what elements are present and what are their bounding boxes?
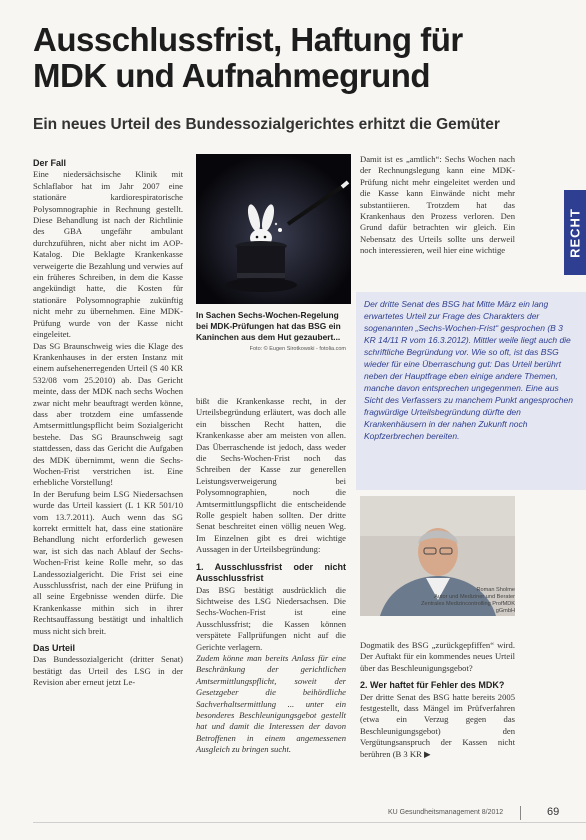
col3-paragraph-2: Dogmatik des BSG „zurückgepfiffen“ wird. Der Auftakt für ein kommendes neues Urteil über das Beschleunigungsgebot? — [360, 640, 515, 673]
magic-hat-photo — [196, 154, 351, 304]
title-line-2: MDK und Aufnahmegrund — [33, 57, 431, 94]
title-line-1: Ausschlussfrist, Haftung für — [33, 21, 463, 58]
photo-caption: In Sachen Sechs-Wochen-Regelung bei MDK-Prüfungen hat das BSG ein Kaninchen aus dem Hut gezaubert... — [196, 310, 341, 342]
intro-box — [356, 292, 586, 490]
col2-paragraph-1: bißt die Krankenkasse recht, in der Urteilsbegründung erläutert, was doch alle ein bisschen Recht hatten, die Krankenkasse aber am meisten von allen. Das Überraschende ist jedoch, dass weder die Sechs-Wochen-Frist noch das Schreiben der Kasse zur generellen Leistungsverweigerung bei Polysomnographien, noch die Amtsermittlungspflicht die entscheidende Rolle gespielt haben sollten. Der dritte Senat beschreitet einen völlig neuen Weg. Im Einzelnen gibt es drei wichtige Aussagen in der Urteilsbegründung: — [196, 396, 346, 555]
heading-ausschlussfrist: 1. Ausschlussfrist oder nicht Ausschlussfrist — [196, 561, 346, 584]
section-tab-label: RECHT — [567, 207, 583, 258]
col1-paragraph-1: Eine niedersächsische Klinik mit Schlaflabor hat im Jahr 2007 eine stationäre kardiorespiratorische Polysomnographie in Rechnung gestellt. Diese Behandlung ist nach der Richtlinie des GBA ungefähr ambulant durchzuführen, nicht aber nicht im AOP-Katalog. Die Beklagte Krankenkasse verweigerte die Bezahlung und verwies auf ein früheres Schreiben, in dem die Kasse angekündigt hatte, die Kosten für stationäre Polysomnographie zukünftig nicht mehr zu übernehmen. Eine MDK-Prüfung wurde von der Kasse nicht eingeleitet. — [33, 169, 183, 340]
column-3-top — [360, 154, 515, 257]
col1-paragraph-3: In der Berufung beim LSG Niedersachsen wurde das Urteil kassiert (L 1 KR 501/10 vom 13.7.2011). Auch wenn das SG korrekt ermittelt hat, dass eine stationäre Behandlung nicht erforderlich gewesen war, ist sich das nach Ablauf der Sechs-Wochen-Frist keine Rolle mehr, so das Landessozialgericht. Die Frist sei eine Ausschlussfrist, nach der eine Prüfung in all seine Ergebnisse wenden dürfe. Die Krankenkasse mithin sich in ihrer Rechtsauffassung bestätigt und inhaltlich muss nicht sich breit. — [33, 488, 183, 636]
col2-paragraph-2-italic: Zudem könne man bereits Anlass für eine Beschränkung der gerichtlichen Amtsermittlungspflicht, soweit der Gesetzgeber die beihördliche Sachverhaltsermittlung ... unter ein besonderes Beschleunigungsgebot gestellt hat und damit die Interessen der davon Betroffenen in einem angemessenen Ausgleich zu bringen sucht. — [196, 652, 346, 755]
footer-separator — [520, 806, 521, 820]
col2-paragraph-2: Das BSG bestätigt ausdrücklich die Sichtweise des LSG Niedersachsen. Die Sechs-Wochen-Frist ist eine Ausschlussfrist; die Kassen können verspätete Fallprüfungen nicht auf die Gerichte verlagern. — [196, 584, 346, 652]
page-number: 69 — [547, 806, 560, 818]
column-3-bottom — [360, 640, 515, 760]
col1-paragraph-4: Das Bundessozialgericht (dritter Senat) bestätigt das Urteil des LSG in der Revision aber erneut jetzt Le- — [33, 654, 183, 688]
footer-rule — [33, 822, 586, 823]
footer-magazine: KU Gesundheitsmanagement 8/2012 — [388, 809, 504, 816]
section-tab — [564, 190, 586, 275]
col3-paragraph-1: Damit ist es „amtlich“: Sechs Wochen nach der Rechnungslegung kann eine MDK-Prüfung nicht mehr eingeleitet werden und die Kasse kann Einwände nicht mehr substantiieren. Trotzdem hat das Krankenhaus den Prozess verloren. Den Grund dafür betrachten wir gleich. Ein Nebensatz des Urteils sollte uns derweil noch interessieren, weil hier eine wichtige — [360, 154, 515, 256]
author-caption — [420, 587, 515, 615]
intro-text: Der dritte Senat des BSG hat Mitte März ein lang erwartetes Urteil zur Frage des Charakters der sogenannten „Sechs-Wochen-Frist“ gesprochen (B 3 KR 14/11 R vom 16.3.2012). Mittler weile liegt auch die schriftliche Begründung vor. Wie so oft, ist das BSG wieder für eine Überraschung gut: Das Urteil berührt neben der Hauptfrage eben einige andere Themen, manche davon entsprechen ungegenmen. Eine aus Sicht des Verfassers zu manchem Punkt angesprochen fragwürdige Urteilsbegründung dürfte den Krankenhäusern in der nahen Zukunft noch Kopfzerbrechen bereiten. — [364, 299, 573, 441]
heading-der-fall: Der Fall — [33, 158, 67, 168]
heading-haftung-mdk: 2. Wer haftet für Fehler des MDK? — [360, 680, 505, 691]
col3-paragraph-3: Der dritte Senat des BSG hatte bereits 2005 festgestellt, dass Mängel im Prüfverfahren (etwa ein Verzug gegen das Beschleunigungsgebot) den Vergütungsanspruch der Kassen nicht berühren (B 3 KR ▶ — [360, 691, 515, 759]
heading-das-urteil: Das Urteil — [33, 643, 76, 654]
article-subtitle: Ein neues Urteil des Bundessozialgerichtes erhitzt die Gemüter — [33, 116, 500, 133]
author-name: Roman Sholme — [476, 587, 515, 593]
author-role: Autor und Mediziner und Berater Zentrales Medizincontrolling ProfMDK gGmbH — [421, 594, 515, 614]
col1-paragraph-2: Das SG Braunschweig wies die Klage des Krankenhauses in der ersten Instanz mit einem aufsehenerregenden Urteil (S 40 KR 532/08 vom 25.2010) ab. Das Gericht meinte, dass der MDK nach sechs Wochen zwar nicht mehr beauftragt werden könne, dass aber trotzdem eine umfassende Amtsermittlungspflicht beim Sozialgericht bestehe. Das SG Braunschweig sagt stattdessen, dass das Gericht die Aufgaben des MDK übernimmt, wenn die Sechs-Wochen-Frist verstrichen ist. Eine erhebliche Vorstellung! — [33, 340, 183, 488]
magic-hat-illustration — [196, 154, 351, 304]
column-1 — [33, 158, 183, 689]
photo-credit: Foto: © Eugen Sirotkowski - fotolia.com — [249, 346, 346, 352]
column-2 — [196, 396, 346, 756]
article-title — [33, 22, 503, 94]
